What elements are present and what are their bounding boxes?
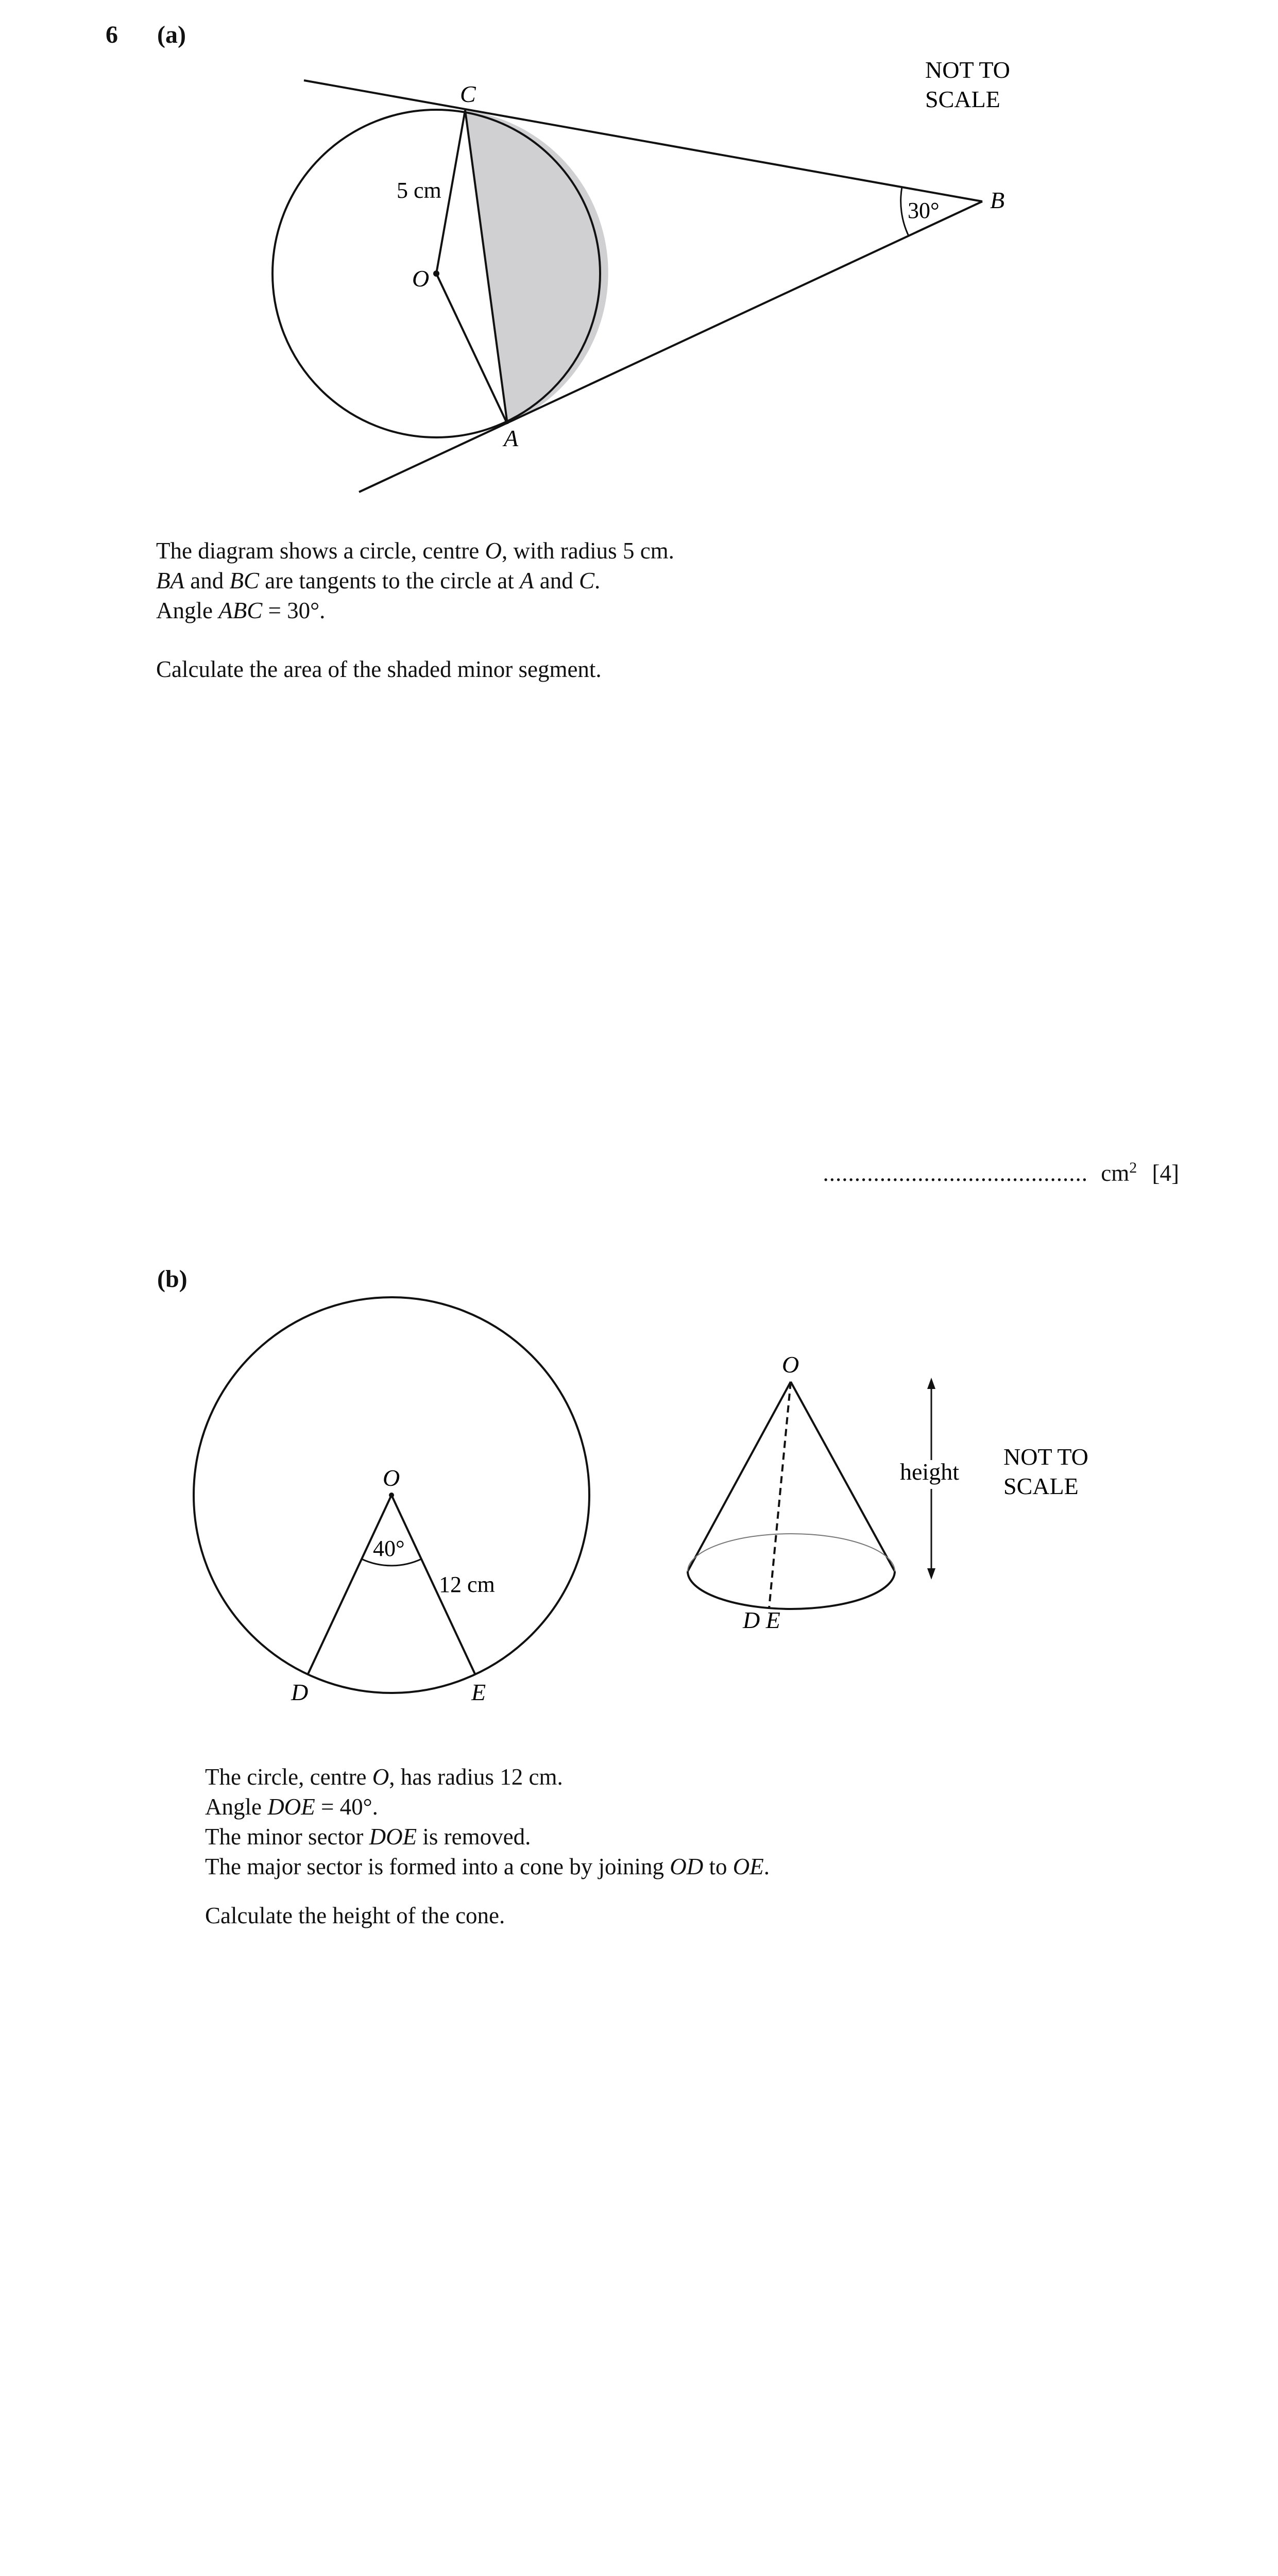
part-b-line-3 — [205, 1822, 1184, 1852]
italic-symbol: A — [520, 568, 534, 594]
centre-dot-a — [433, 270, 439, 277]
part-a-answer-unit: $cm^2$ — [1101, 1159, 1137, 1186]
circle-label-d: D — [291, 1679, 309, 1705]
circle-label-e: E — [471, 1679, 486, 1705]
centre-dot-b — [389, 1493, 394, 1498]
text-run: The diagram shows a circle, centre — [156, 538, 485, 564]
text-run: , has radius 12 cm. — [389, 1764, 563, 1790]
question-number: 6 — [106, 21, 118, 48]
label-b: B — [990, 187, 1005, 213]
italic-symbol: BA — [156, 568, 184, 594]
cone-label-o: O — [782, 1351, 799, 1378]
text-run: = 30°. — [262, 598, 326, 623]
not-to-scale-b-line2: SCALE — [1003, 1473, 1079, 1499]
italic-symbol: C — [578, 568, 594, 594]
label-c: C — [460, 81, 476, 107]
height-arrowhead-bottom — [927, 1568, 935, 1580]
label-o: O — [412, 265, 430, 292]
radius-od — [308, 1495, 391, 1674]
italic-symbol: OD — [670, 1854, 704, 1879]
part-b-diagram — [0, 1278, 1278, 1721]
tangent-ba — [359, 201, 982, 492]
cone-label-height: height — [900, 1459, 959, 1485]
part-a-question: Calculate the area of the shaded minor segment. — [156, 656, 602, 682]
text-run: . — [594, 568, 601, 594]
part-a-label: (a) — [157, 21, 186, 48]
text-run: is removed. — [417, 1824, 531, 1850]
label-radius-5cm: 5 cm — [397, 178, 441, 203]
circle-label-o: O — [383, 1465, 400, 1491]
cone-label-de: D E — [743, 1607, 780, 1633]
italic-symbol: O — [485, 538, 502, 564]
text-run: and — [534, 568, 579, 594]
italic-symbol: DOE — [267, 1794, 315, 1820]
text-run: Angle — [156, 598, 219, 623]
part-b-question: Calculate the height of the cone. — [205, 1903, 505, 1928]
part-b-line-2 — [205, 1792, 1184, 1822]
cone-base-front — [688, 1571, 895, 1609]
label-angle-30: 30° — [908, 198, 940, 223]
cone-base-back — [688, 1534, 895, 1571]
text-run: , with radius 5 cm. — [501, 538, 674, 564]
part-a-answer-line[interactable] — [823, 1159, 1179, 1187]
text-run: Angle — [205, 1794, 268, 1820]
part-a-marks: [4] — [1152, 1160, 1179, 1186]
cone-side-right — [791, 1382, 895, 1571]
part-a-description — [156, 536, 1083, 625]
italic-symbol: ABC — [218, 598, 263, 623]
text-run: and — [184, 568, 230, 594]
italic-symbol: BC — [229, 568, 259, 594]
italic-symbol: OE — [732, 1854, 764, 1879]
italic-symbol: O — [372, 1764, 389, 1790]
part-b-line-1 — [205, 1762, 1184, 1792]
circle-label-12cm: 12 cm — [439, 1572, 495, 1597]
italic-symbol: DOE — [369, 1824, 417, 1850]
height-arrowhead-top — [927, 1378, 935, 1389]
text-run: The major sector is formed into a cone by joining — [205, 1854, 670, 1879]
part-a-line-2 — [156, 566, 1083, 596]
text-run: to — [703, 1854, 733, 1879]
text-run: . — [763, 1854, 770, 1879]
part-a-answer-dots[interactable]: .......................................... — [823, 1160, 1088, 1186]
circle-label-angle-40: 40° — [373, 1536, 405, 1561]
part-a-diagram — [0, 0, 1278, 515]
part-a-line-3 — [156, 596, 1083, 625]
not-to-scale-b-line1: NOT TO — [1003, 1444, 1088, 1470]
text-run: The circle, centre — [205, 1764, 372, 1790]
not-to-scale-line1: NOT TO — [925, 57, 1010, 83]
text-run: The minor sector — [205, 1824, 369, 1850]
cone-side-left — [688, 1382, 791, 1571]
label-a: A — [504, 425, 519, 451]
part-b-description — [205, 1762, 1184, 1882]
part-a-line-1 — [156, 536, 1083, 566]
part-b-line-4 — [205, 1852, 1184, 1882]
text-run: are tangents to the circle at — [259, 568, 520, 594]
not-to-scale-line2: SCALE — [925, 86, 1000, 112]
text-run: = 40°. — [315, 1794, 378, 1820]
part-b-label: (b) — [157, 1265, 188, 1293]
